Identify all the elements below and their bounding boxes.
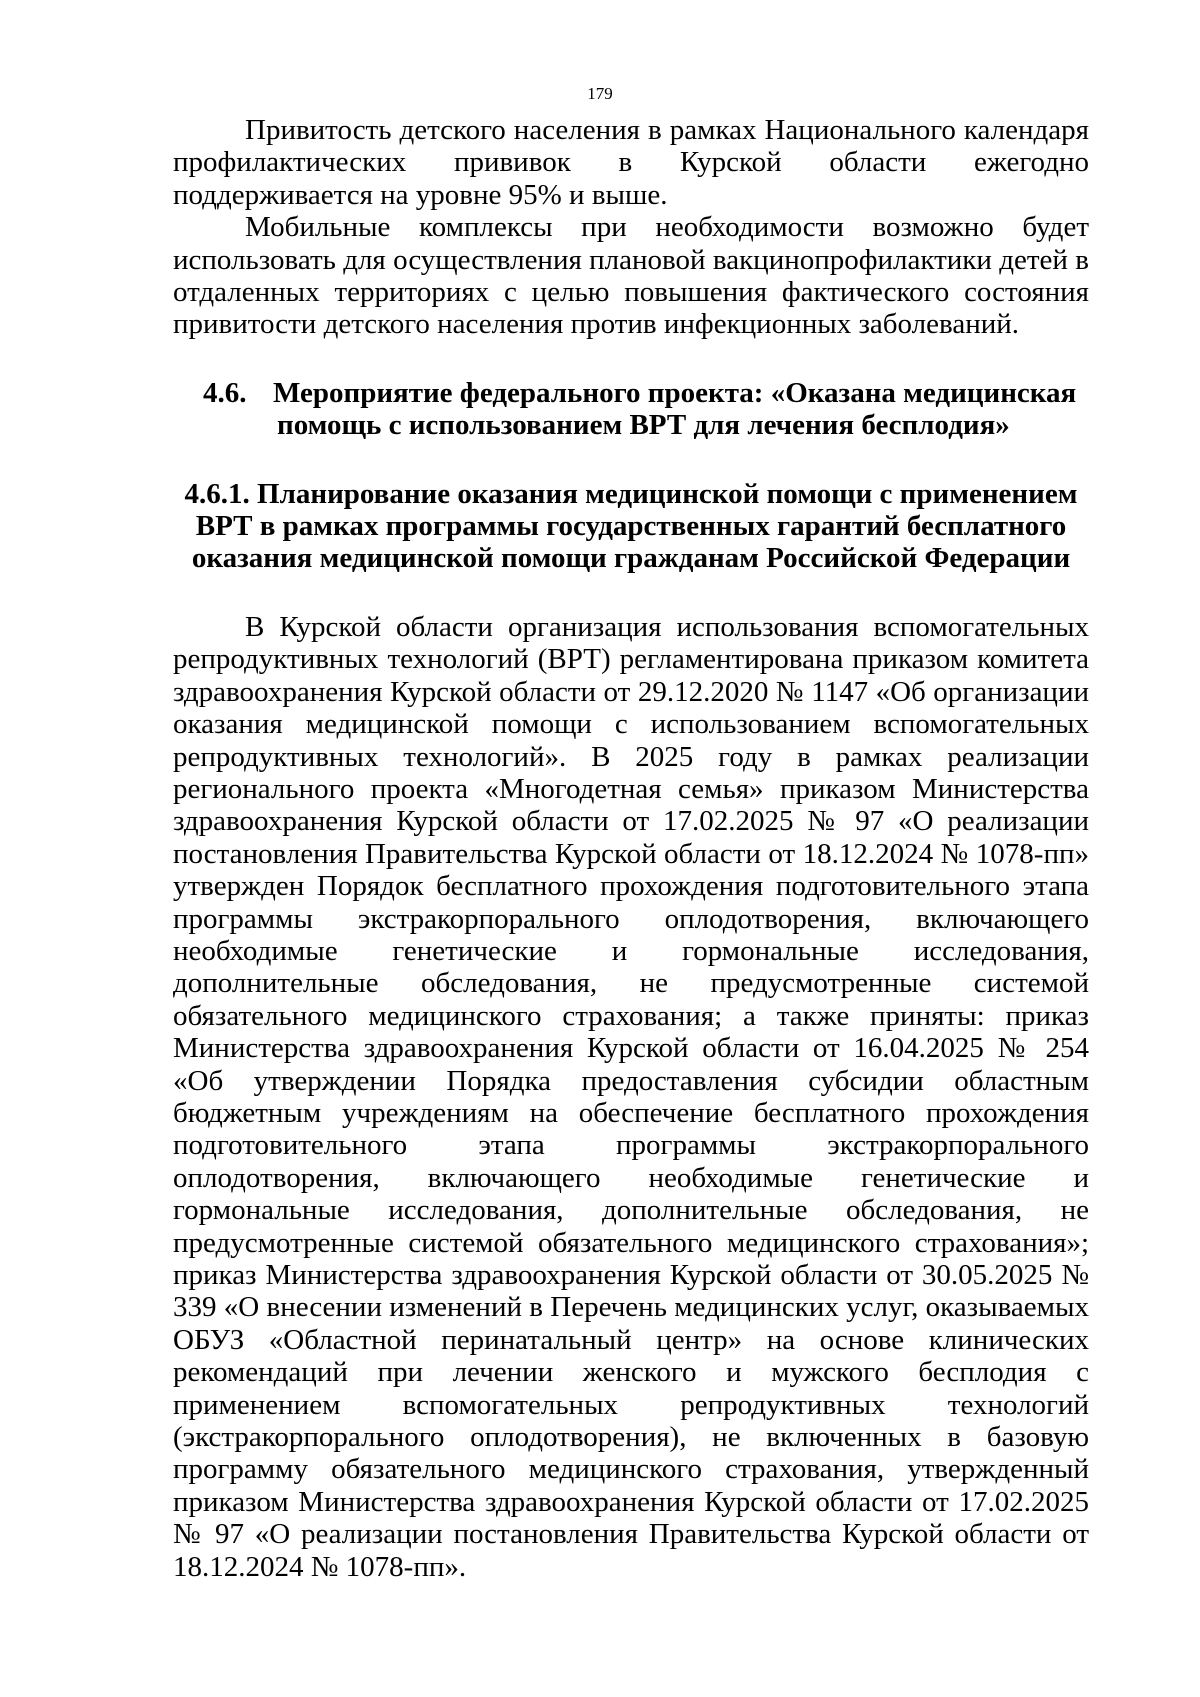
page-number: 179 [587,84,613,103]
subsection-title-line-2: ВРТ в рамках программы государственных гарантий бесплатного [195,510,1067,543]
subsection-heading-4-6-1 [173,478,1089,575]
page-content [173,114,1089,1583]
paragraph-mobile-complexes: Мобильные комплексы при необходимости возможно будет использовать для осуществления плановой вакцинопрофилактики детей в отдаленных территориях с целью повышения фактического состояния привитости детского населения против инфекционных заболеваний. [173,211,1089,341]
subsection-title-line-1: 4.6.1. Планирование оказания медицинской помощи с применением [184,477,1078,510]
section-number: 4.6. [203,376,247,409]
paragraph-vaccination-coverage: Привитость детского населения в рамках Национального календаря профилактических прививок в Курской области ежегодно поддерживается на уровне 95% и выше. [173,114,1089,211]
section-title-line-1: Мероприятие федерального проекта: «Оказана медицинская [273,376,1077,409]
paragraph-art-regulation: В Курской области организация использования вспомогательных репродуктивных технологий (ВРТ) регламентирована приказом комитета здравоохранения Курской области от 29.12.2020 № 1147 «Об организации оказания медицинской помощи с использованием вспомогательных репродуктивных технологий». В 2025 году в рамках реализации регионального проекта «Многодетная семья» приказом Министерства здравоохранения Курской области от 17.02.2025 № 97 «О реализации постановления Правительства Курской области от 18.12.2024 № 1078-пп» утвержден Порядок бесплатного прохождения подготовительного этапа программы экстракорпорального оплодотворения, включающего необходимые генетические и гормональные исследования, дополнительные обследования, не предусмотренные системой обязательного медицинского страхования; а также приняты: приказ Министерства здравоохранения Курской области от 16.04.2025 № 254 «Об утверждении Порядка предоставления субсидии областным бюджетным учреждениям на обеспечение бесплатного прохождения подготовительного этапа программы экстракорпорального оплодотворения, включающего необходимые генетические и гормональные исследования, дополнительные обследования, не предусмотренные системой обязательного медицинского страхования»; приказ Министерства здравоохранения Курской области от 30.05.2025 № 339 «О внесении изменений в Перечень медицинских услуг, оказываемых ОБУЗ «Областной перинатальный центр» на основе клинических рекомендаций при лечении женского и мужского бесплодия с применением вспомогательных репродуктивных технологий (экстракорпорального оплодотворения), не включенных в базовую программу обязательного медицинского страхования, утвержденный приказом Министерства здравоохранения Курской области от 17.02.2025 № 97 «О реализации постановления Правительства Курской области от 18.12.2024 № 1078-пп». [173,610,1089,1583]
section-heading-4-6 [173,377,1089,442]
section-title-line-2: помощь с использованием ВРТ для лечения бесплодия» [277,409,1010,442]
subsection-title-line-3: оказания медицинской помощи гражданам Российской Федерации [191,542,1071,575]
